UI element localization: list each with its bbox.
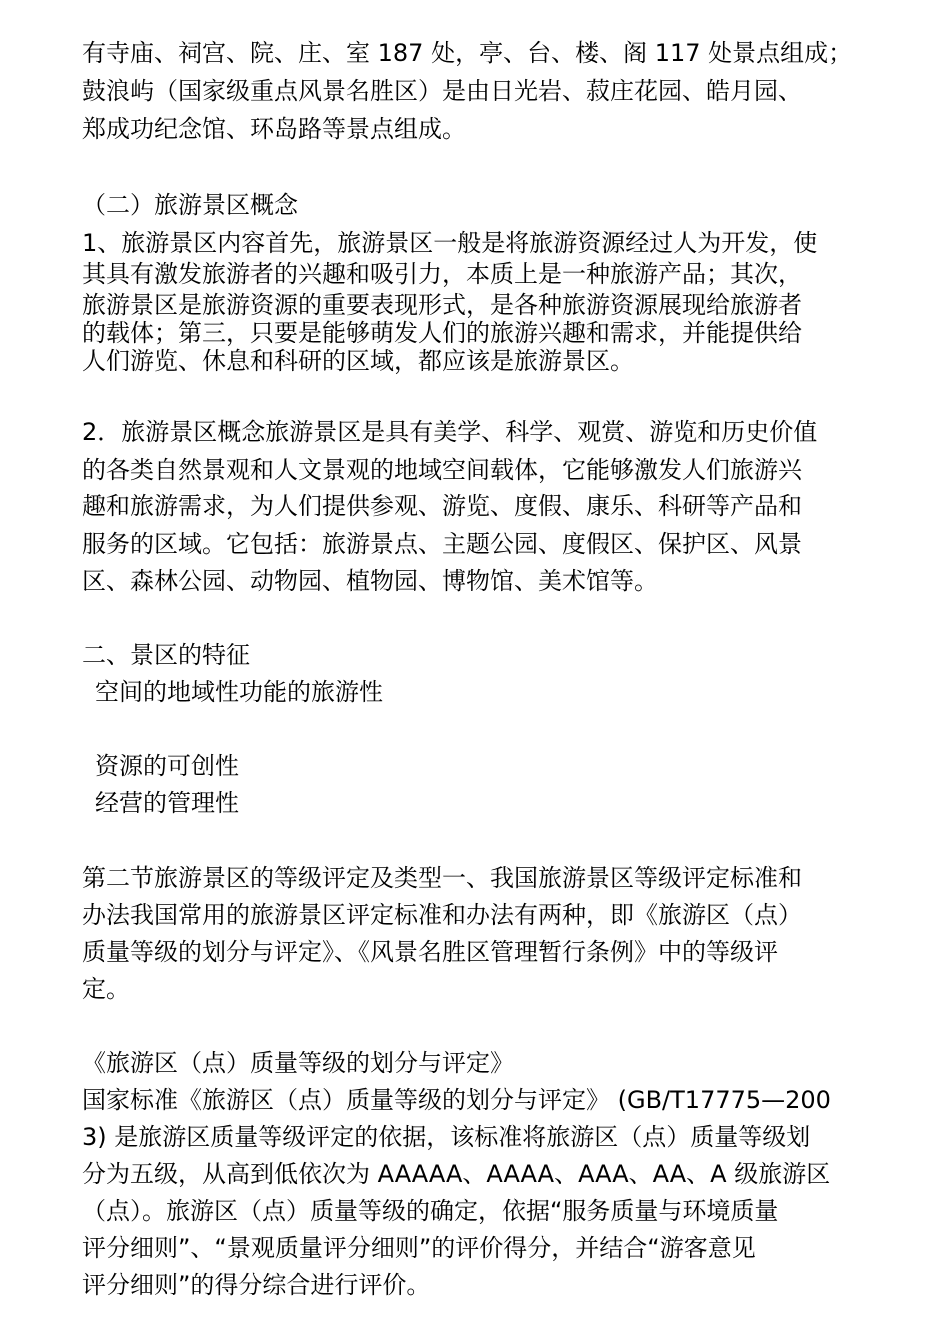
feature-item-3: 经营的管理性	[95, 789, 239, 817]
feature-item-1: 空间的地域性功能的旅游性	[95, 678, 383, 706]
concept-para1-line-2: 其具有激发旅游者的兴趣和吸引力，本质上是一种旅游产品；其次，	[82, 260, 802, 288]
concept-para1-line-4: 的载体；第三，只要是能够萌发人们的旅游兴趣和需求，并能提供给	[82, 319, 802, 347]
section-concept-heading: （二）旅游景区概念	[82, 191, 298, 219]
concept-para2-line-5: 区、森林公园、动物园、植物园、博物馆、美术馆等。	[82, 567, 658, 595]
features-heading: 二、景区的特征	[82, 641, 250, 669]
concept-para1-line-5: 人们游览、休息和科研的区域，都应该是旅游景区。	[82, 347, 634, 375]
concept-para2-line-3: 趣和旅游需求，为人们提供参观、游览、度假、康乐、科研等产品和	[82, 492, 802, 520]
intro-line-1: 有寺庙、祠宫、院、庄、室 187 处，亭、台、楼、阁 117 处景点组成；	[82, 39, 853, 67]
standard-line-5: 评分细则”、“景观质量评分细则”的评价得分，并结合“游客意见	[82, 1234, 756, 1262]
concept-para1-line-1: 1、旅游景区内容首先，旅游景区一般是将旅游资源经过人为开发，使	[82, 229, 818, 257]
section2-line-4: 定。	[82, 975, 130, 1003]
concept-para2-line-2: 的各类自然景观和人文景观的地域空间载体，它能够激发人们旅游兴	[82, 456, 802, 484]
standard-line-2: 3) 是旅游区质量等级评定的依据，该标准将旅游区（点）质量等级划	[82, 1123, 811, 1151]
intro-line-2: 鼓浪屿（国家级重点风景名胜区）是由日光岩、菽庄花园、皓月园、	[82, 77, 802, 105]
concept-para2-line-1: 2．旅游景区概念旅游景区是具有美学、科学、观赏、游览和历史价值	[82, 418, 818, 446]
feature-item-2: 资源的可创性	[95, 752, 239, 780]
standard-line-4: （点）。旅游区（点）质量等级的确定，依据“服务质量与环境质量	[82, 1197, 779, 1225]
section2-line-1: 第二节旅游景区的等级评定及类型一、我国旅游景区等级评定标准和	[82, 864, 802, 892]
standard-heading: 《旅游区（点）质量等级的划分与评定》	[82, 1049, 514, 1077]
section2-line-3: 质量等级的划分与评定》、《风景名胜区管理暂行条例》中的等级评	[82, 938, 778, 966]
intro-line-3: 郑成功纪念馆、环岛路等景点组成。	[82, 115, 466, 143]
standard-line-6: 评分细则”的得分综合进行评价。	[82, 1271, 431, 1299]
concept-para2-line-4: 服务的区域。它包括：旅游景点、主题公园、度假区、保护区、风景	[82, 530, 802, 558]
standard-line-1: 国家标准《旅游区（点）质量等级的划分与评定》 (GB/T17775—200	[82, 1086, 831, 1114]
concept-para1-line-3: 旅游景区是旅游资源的重要表现形式，是各种旅游资源展现给旅游者	[82, 291, 802, 319]
standard-line-3: 分为五级，从高到低依次为 AAAAA、AAAA、AAA、AA、A 级旅游区	[82, 1160, 831, 1188]
section2-line-2: 办法我国常用的旅游景区评定标准和办法有两种，即《旅游区（点）	[82, 901, 802, 929]
